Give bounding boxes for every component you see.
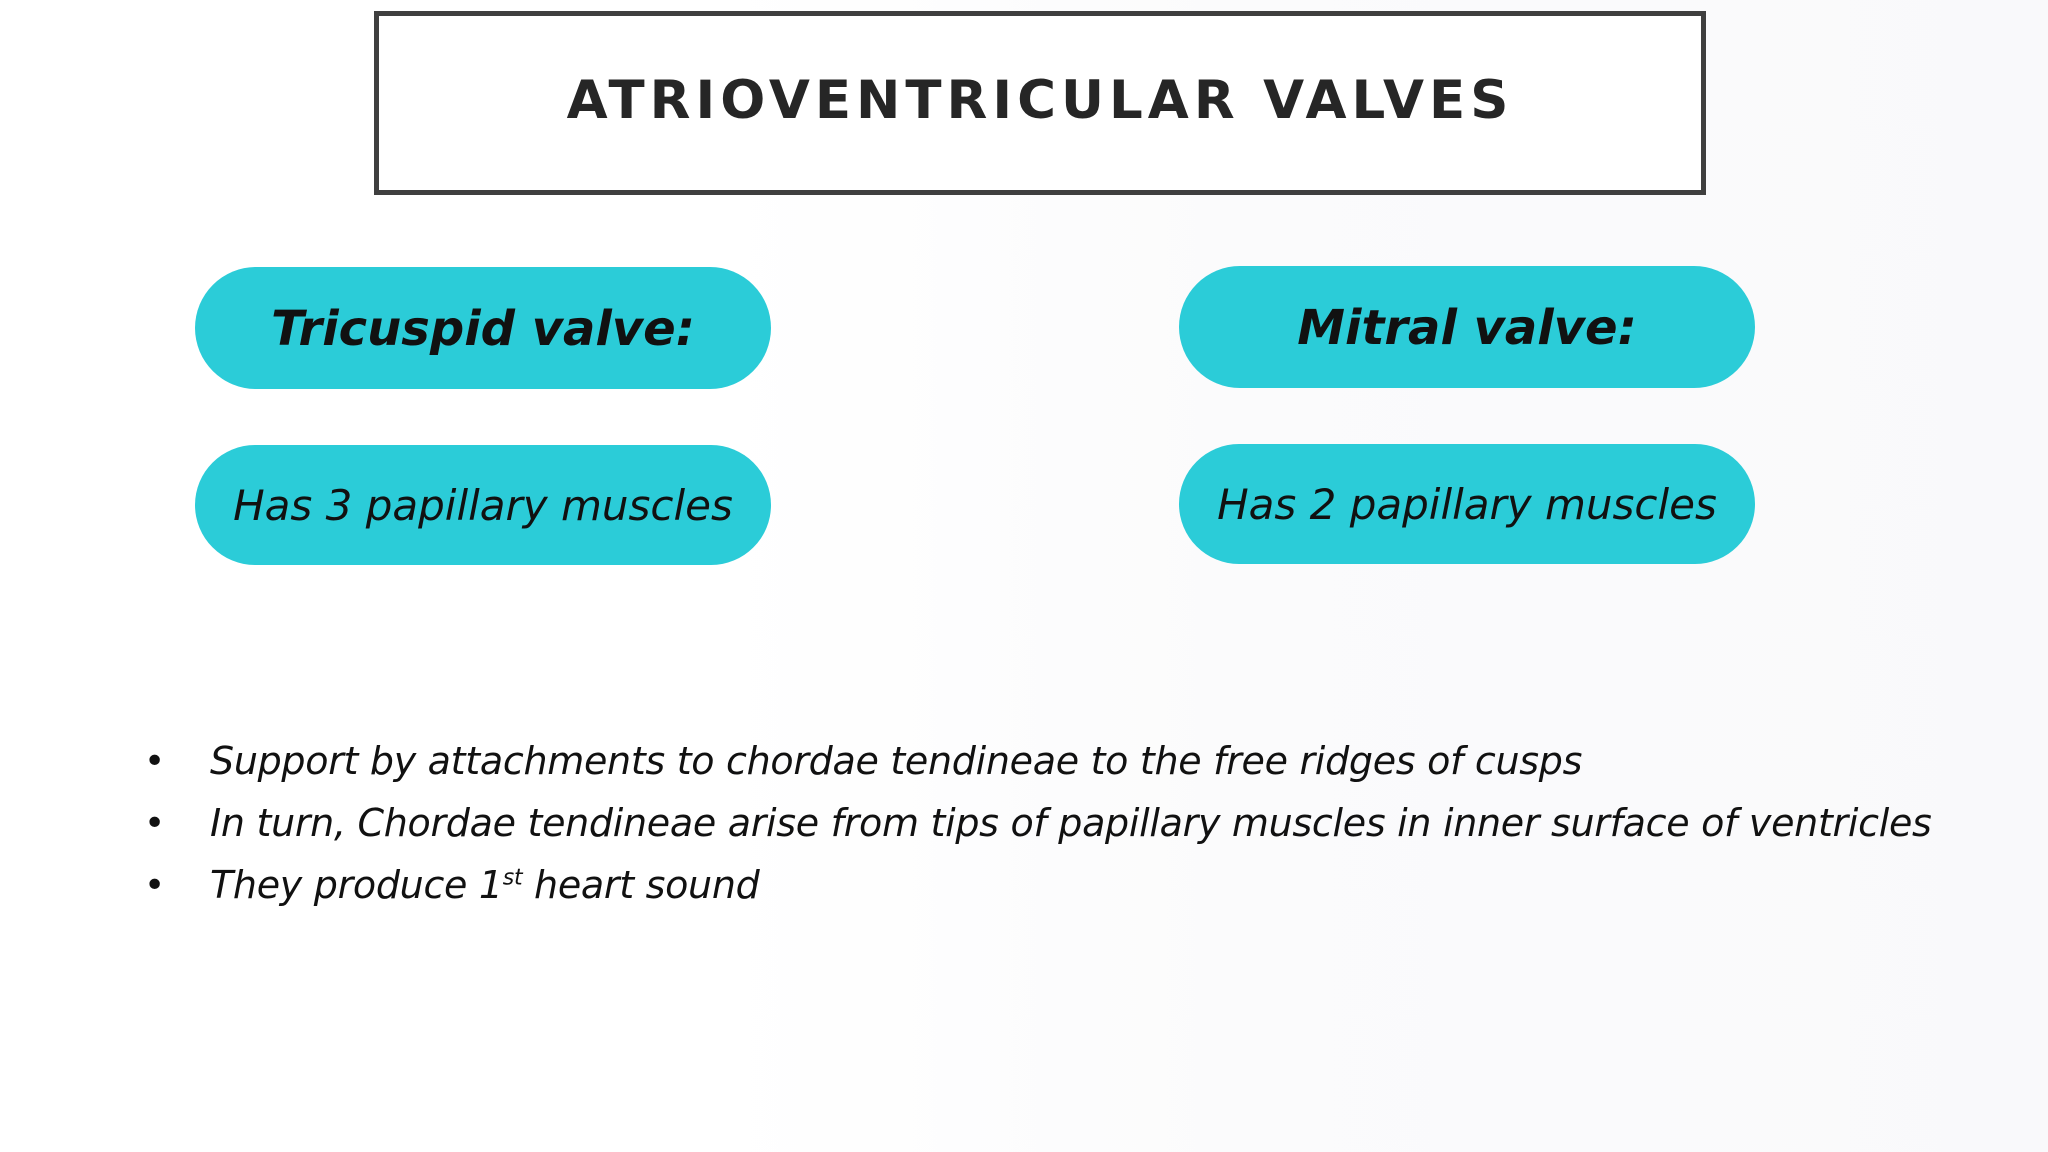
- tricuspid-detail: Has 3 papillary muscles: [233, 480, 733, 530]
- slide-title: ATRIOVENTRICULAR VALVES: [566, 69, 1514, 131]
- list-item: [140, 854, 1932, 916]
- bullet-text-part: heart sound: [522, 863, 760, 907]
- mitral-heading-pill: [1179, 266, 1755, 388]
- tricuspid-detail-pill: [195, 445, 771, 565]
- bullet-marker: •: [144, 802, 166, 844]
- mitral-heading: Mitral valve:: [1297, 300, 1637, 356]
- list-item: [140, 730, 1932, 792]
- tricuspid-heading: Tricuspid valve:: [271, 301, 695, 357]
- bullet-text: [210, 863, 759, 907]
- mitral-detail-pill: [1179, 444, 1755, 564]
- bullet-text: Support by attachments to chordae tendineae to the free ridges of cusps: [210, 739, 1583, 783]
- bullet-text: In turn, Chordae tendineae arise from tips of papillary muscles in inner surface of ventricles: [210, 801, 1932, 845]
- title-box: [374, 11, 1706, 195]
- bullet-text-part: They produce 1: [210, 863, 503, 907]
- list-item: [140, 792, 1932, 854]
- bullet-list: [140, 730, 1932, 916]
- mitral-detail: Has 2 papillary muscles: [1217, 479, 1717, 529]
- tricuspid-heading-pill: [195, 267, 771, 389]
- bullet-marker: •: [144, 740, 166, 782]
- superscript: st: [502, 865, 523, 891]
- bullet-marker: •: [144, 864, 166, 906]
